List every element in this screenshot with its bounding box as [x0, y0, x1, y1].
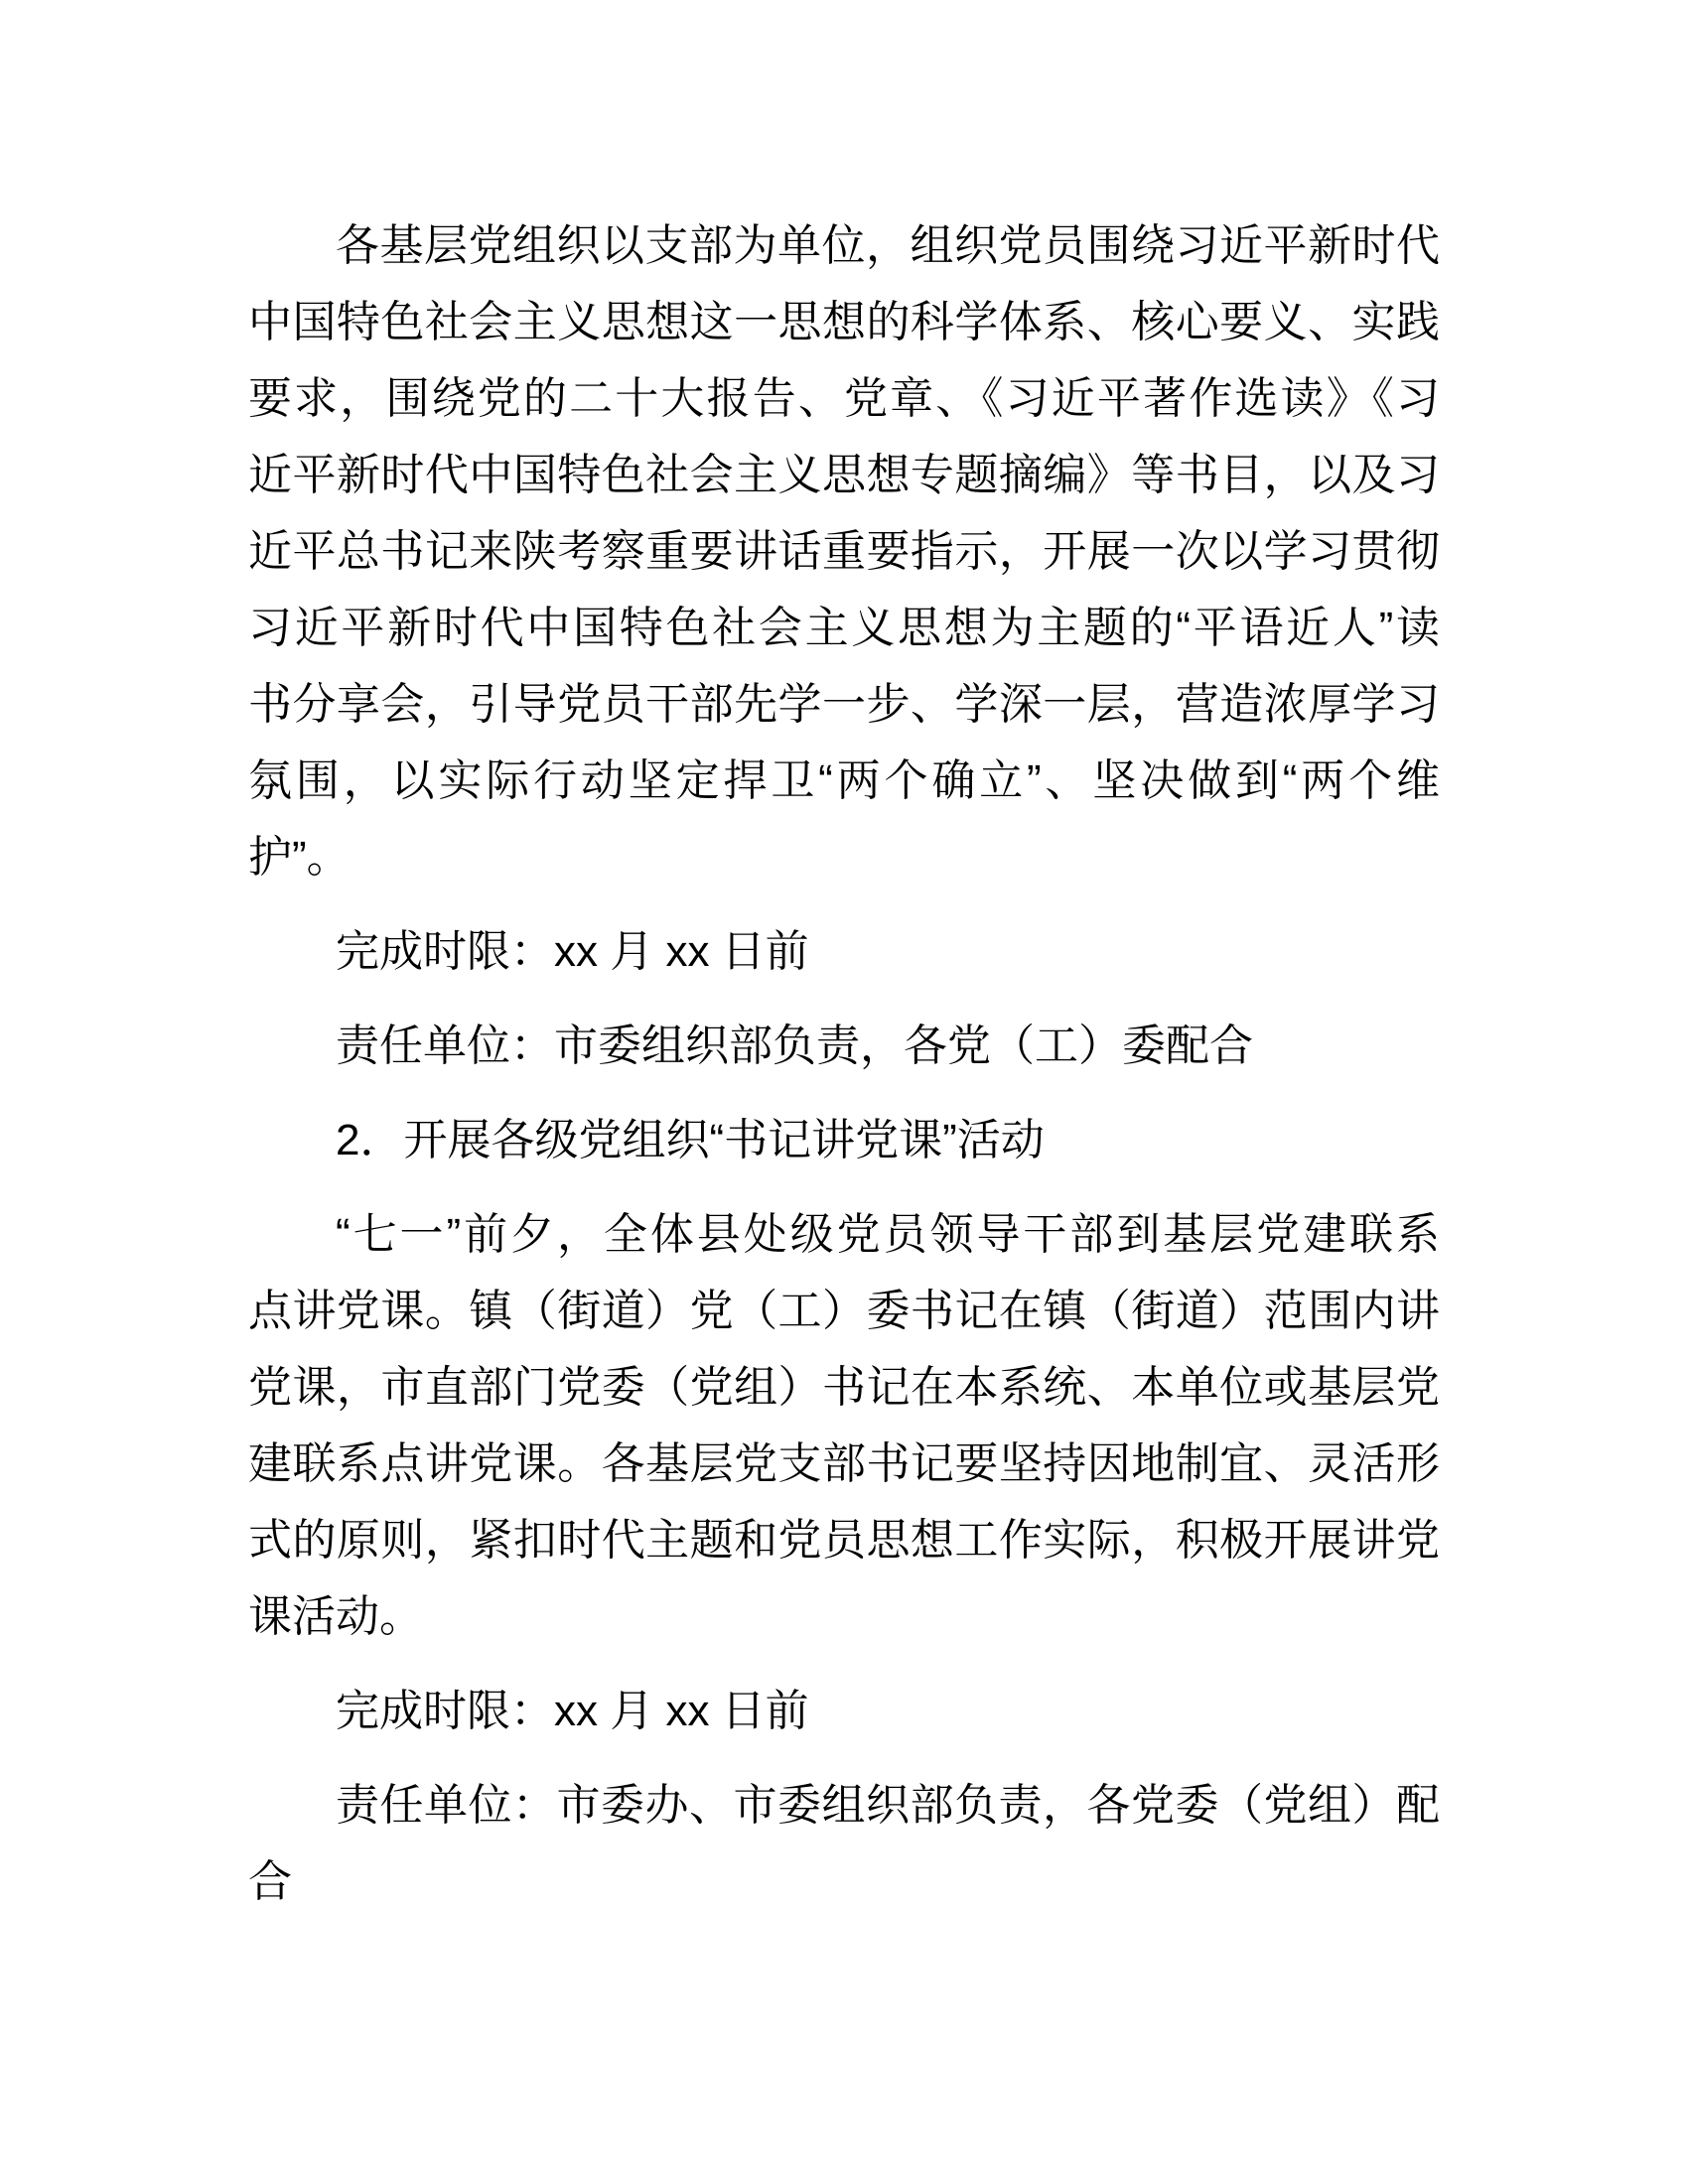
paragraph [248, 1767, 1440, 1920]
text-line: 责任单位：市委组织部负责，各党（工）委配合 [336, 1022, 1253, 1070]
text-line: 点讲党课。镇（街道）党（工）委书记在镇（街道）范围内讲 [248, 1287, 1440, 1335]
text-line: 2．开展各级党组织“书记讲党课”活动 [336, 1116, 1045, 1164]
text-line: 各基层党组织以支部为单位，组织党员围绕习近平新时代 [336, 221, 1440, 270]
text-line: 近平总书记来陕考察重要讲话重要指示，开展一次以学习贯彻 [248, 527, 1440, 576]
text-line: 完成时限：xx 月 xx 日前 [336, 1687, 809, 1735]
text-line: 责任单位：市委办、市委组织部负责，各党委（党组）配 [336, 1781, 1440, 1830]
document-body [248, 207, 1440, 1920]
paragraph [248, 1008, 1440, 1084]
text-line: 习近平新时代中国特色社会主义思想为主题的“平语近人”读 [248, 604, 1440, 652]
paragraph [248, 913, 1440, 990]
text-line: “七一”前夕，全体县处级党员领导干部到基层党建联系 [336, 1210, 1440, 1259]
paragraph [248, 1196, 1440, 1655]
text-line: 护”。 [248, 833, 351, 882]
paragraph [248, 1673, 1440, 1749]
text-line: 要求，围绕党的二十大报告、党章、《习近平著作选读》《习 [248, 374, 1440, 423]
text-line: 党课，市直部门党委（党组）书记在本系统、本单位或基层党 [248, 1363, 1440, 1412]
text-line: 完成时限：xx 月 xx 日前 [336, 927, 809, 976]
text-line: 式的原则，紧扣时代主题和党员思想工作实际，积极开展讲党 [248, 1516, 1440, 1565]
text-line: 氛围，以实际行动坚定捍卫“两个确立”、坚决做到“两个维 [248, 756, 1440, 805]
text-line: 近平新时代中国特色社会主义思想专题摘编》等书目，以及习 [248, 451, 1440, 499]
text-line: 课活动。 [248, 1592, 423, 1641]
text-line: 建联系点讲党课。各基层党支部书记要坚持因地制宜、灵活形 [248, 1439, 1440, 1488]
text-line: 书分享会，引导党员干部先学一步、学深一层，营造浓厚学习 [248, 680, 1440, 729]
paragraph [248, 207, 1440, 895]
text-line: 中国特色社会主义思想这一思想的科学体系、核心要义、实践 [248, 298, 1440, 346]
text-line: 合 [248, 1857, 292, 1906]
paragraph [248, 1102, 1440, 1178]
